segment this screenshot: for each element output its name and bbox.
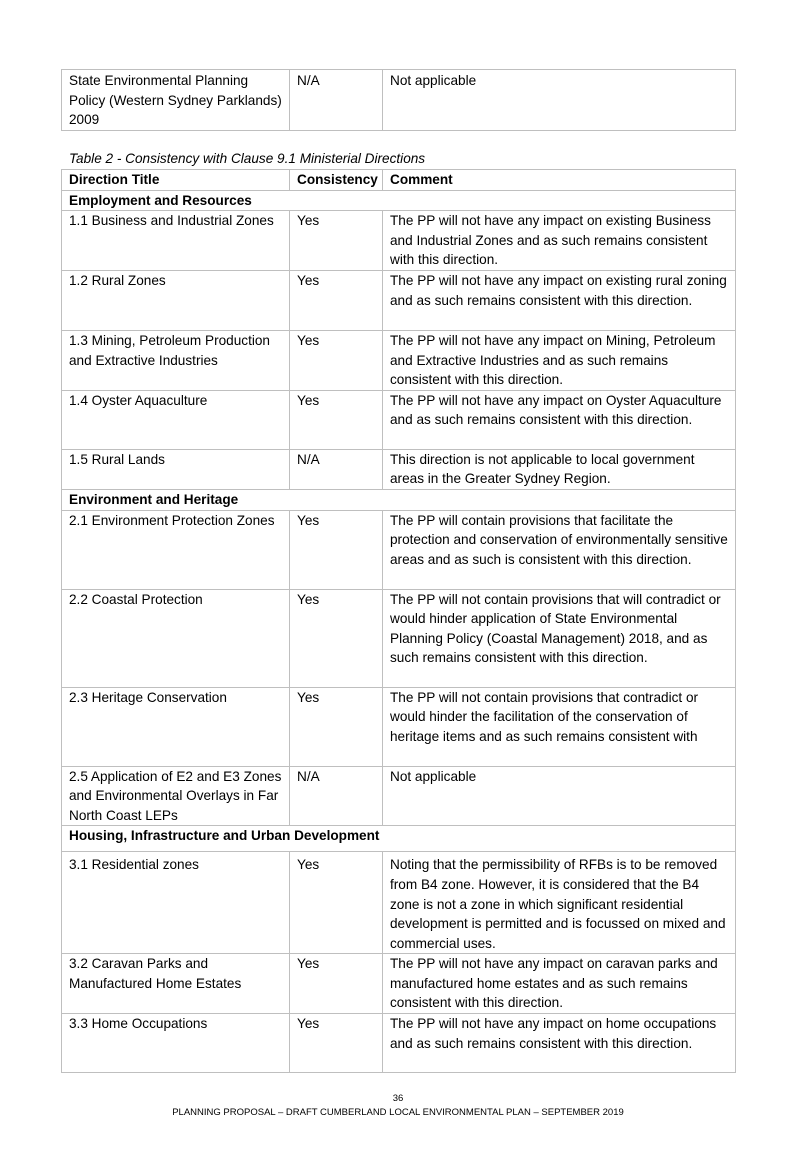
section-title: Environment and Heritage — [62, 489, 736, 510]
table-row — [62, 852, 736, 954]
consistency-cell: N/A — [290, 70, 383, 131]
consistency-cell: Yes — [290, 589, 383, 687]
section-row — [62, 489, 736, 510]
consistency-cell: Yes — [290, 211, 383, 271]
direction-title-cell: 1.1 Business and Industrial Zones — [62, 211, 290, 271]
ministerial-directions-table — [61, 169, 736, 1073]
direction-title-cell: 2.1 Environment Protection Zones — [62, 510, 290, 589]
table-row — [62, 390, 736, 449]
comment-cell: Noting that the permissibility of RFBs is to be removed from B4 zone. However, it is considered that the B4 zone is not a zone in which significant residential development is permitted and is focussed on mixed and commercial uses. — [383, 852, 736, 954]
direction-title-cell: 1.2 Rural Zones — [62, 270, 290, 330]
direction-title-cell: 3.3 Home Occupations — [62, 1014, 290, 1073]
section-title: Housing, Infrastructure and Urban Development — [62, 826, 736, 852]
direction-title-cell: 3.2 Caravan Parks and Manufactured Home Estates — [62, 954, 290, 1014]
comment-cell: The PP will not have any impact on home occupations and as such remains consistent with this direction. — [383, 1014, 736, 1073]
direction-title-cell: 1.4 Oyster Aquaculture — [62, 390, 290, 449]
comment-cell: The PP will contain provisions that facilitate the protection and conservation of environmentally sensitive areas and as such is consistent with this direction. — [383, 510, 736, 589]
consistency-cell: N/A — [290, 449, 383, 489]
comment-cell: Not applicable — [383, 766, 736, 826]
consistency-cell: Yes — [290, 270, 383, 330]
direction-title-cell: 2.3 Heritage Conservation — [62, 687, 290, 766]
direction-title-cell: 1.5 Rural Lands — [62, 449, 290, 489]
consistency-cell: Yes — [290, 687, 383, 766]
direction-title-cell: 1.3 Mining, Petroleum Production and Extractive Industries — [62, 330, 290, 390]
comment-cell: The PP will not have any impact on caravan parks and manufactured home estates and as such remains consistent with this direction. — [383, 954, 736, 1014]
table-header-row — [62, 170, 736, 191]
comment-cell: The PP will not have any impact on existing Business and Industrial Zones and as such remains consistent with this direction. — [383, 211, 736, 271]
page-number: 36 — [392, 1093, 404, 1104]
table-row — [62, 449, 736, 489]
table-row — [62, 510, 736, 589]
column-header-consistency: Consistency — [290, 170, 383, 191]
comment-cell: Not applicable — [383, 70, 736, 131]
comment-cell: The PP will not have any impact on existing rural zoning and as such remains consistent with this direction. — [383, 270, 736, 330]
table-row — [62, 330, 736, 390]
section-row — [62, 826, 736, 852]
document-footer-title: PLANNING PROPOSAL – DRAFT CUMBERLAND LOCAL ENVIRONMENTAL PLAN – SEPTEMBER 2019 — [172, 1107, 624, 1118]
comment-cell: The PP will not contain provisions that will contradict or would hinder application of State Environmental Planning Policy (Coastal Management) 2018, and as such remains consistent with this direction. — [383, 589, 736, 687]
table-caption: Table 2 - Consistency with Clause 9.1 Ministerial Directions — [69, 151, 426, 166]
table-row — [62, 70, 736, 131]
section-row — [62, 190, 736, 211]
comment-cell: The PP will not have any impact on Oyster Aquaculture and as such remains consistent with this direction. — [383, 390, 736, 449]
section-title: Employment and Resources — [62, 190, 736, 211]
consistency-cell: Yes — [290, 390, 383, 449]
consistency-cell: Yes — [290, 954, 383, 1014]
comment-cell: The PP will not have any impact on Mining, Petroleum and Extractive Industries and as such remains consistent with this direction. — [383, 330, 736, 390]
consistency-cell: N/A — [290, 766, 383, 826]
continued-table — [61, 69, 736, 131]
table-row — [62, 766, 736, 826]
consistency-cell: Yes — [290, 852, 383, 954]
table-row — [62, 1014, 736, 1073]
table-row — [62, 211, 736, 271]
direction-title-cell: 2.5 Application of E2 and E3 Zones and Environmental Overlays in Far North Coast LEPs — [62, 766, 290, 826]
consistency-cell: Yes — [290, 510, 383, 589]
direction-title-cell: 2.2 Coastal Protection — [62, 589, 290, 687]
consistency-cell: Yes — [290, 1014, 383, 1073]
direction-title-cell: 3.1 Residential zones — [62, 852, 290, 954]
comment-cell: This direction is not applicable to local government areas in the Greater Sydney Region. — [383, 449, 736, 489]
table-row — [62, 270, 736, 330]
table-row — [62, 589, 736, 687]
column-header-direction-title: Direction Title — [62, 170, 290, 191]
direction-title-cell: State Environmental Planning Policy (Western Sydney Parklands) 2009 — [62, 70, 290, 131]
table-row — [62, 954, 736, 1014]
table-row — [62, 687, 736, 766]
comment-cell: The PP will not contain provisions that contradict or would hinder the facilitation of the conservation of heritage items and as such remains consistent with — [383, 687, 736, 766]
column-header-comment: Comment — [383, 170, 736, 191]
consistency-cell: Yes — [290, 330, 383, 390]
